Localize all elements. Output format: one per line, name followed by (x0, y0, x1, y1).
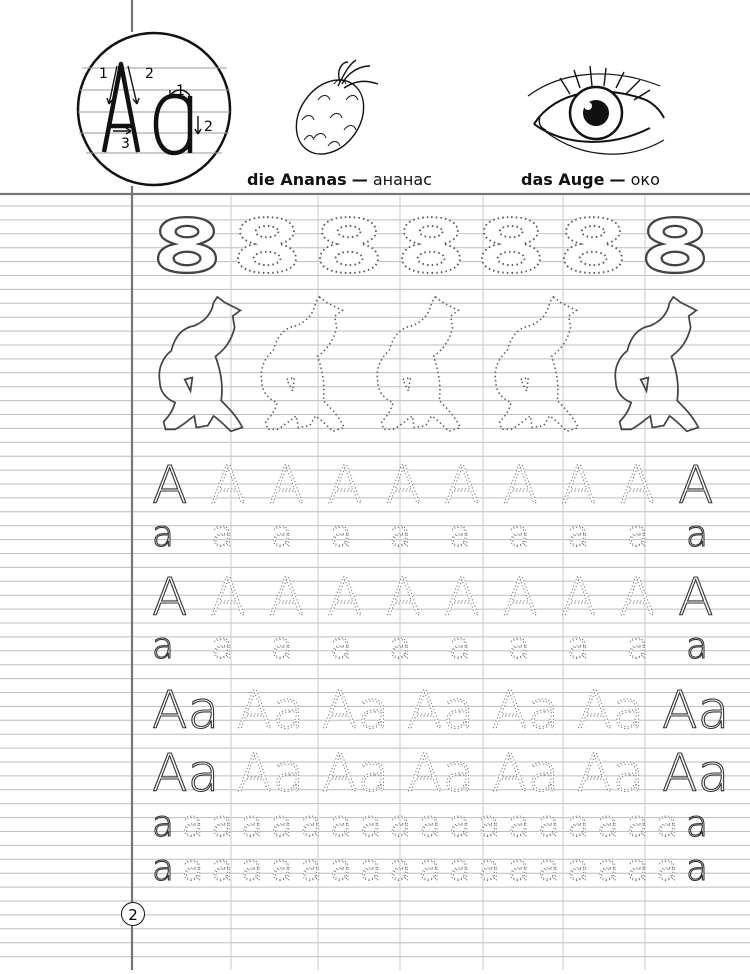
stroke-number: 1 (176, 83, 185, 99)
tracing-glyph: a (448, 626, 471, 667)
tracing-glyph: A (385, 568, 422, 628)
tracing-glyph: A (678, 456, 714, 516)
tracing-glyph: a (300, 848, 323, 889)
digit-eight (482, 217, 540, 273)
tracing-glyph: A (502, 568, 539, 628)
german-word: die Ananas (247, 170, 347, 189)
tracing-glyph: Aa (577, 744, 645, 804)
tracing-glyph: a (656, 848, 679, 889)
tracing-glyph: a (270, 848, 293, 889)
tracing-glyph: A (444, 456, 480, 516)
tracing-glyph: Aa (492, 744, 560, 804)
tracing-glyph: a (330, 848, 353, 889)
stroke-number: 3 (121, 136, 130, 152)
tracing-glyph: A (502, 456, 539, 516)
tracing-glyph: Aa (237, 681, 305, 741)
letter-card (74, 32, 234, 186)
pineapple-icon (282, 60, 378, 167)
tracing-glyph: Aa (152, 744, 220, 804)
tracing-glyph: a (389, 626, 412, 667)
tracing-glyph: A (268, 456, 305, 516)
tracing-glyph: a (567, 804, 590, 845)
letter-tracing-rows (152, 456, 729, 889)
tracing-glyph: a (537, 848, 560, 889)
tracing-glyph: a (211, 514, 234, 555)
tracing-glyph: a (152, 626, 175, 667)
stroke-number: 2 (204, 119, 213, 135)
tracing-glyph: Aa (152, 681, 220, 741)
digit-eight (646, 217, 704, 273)
tracing-glyph: A (210, 456, 246, 516)
tracing-glyph: a (626, 514, 649, 555)
tracing-glyph: A (385, 456, 422, 516)
tracing-glyph: a (567, 626, 590, 667)
page-number: 2 (121, 902, 145, 926)
tracing-glyph: Aa (322, 681, 390, 741)
tracing-glyph: A (152, 568, 188, 628)
tracing-glyph: a (359, 804, 382, 845)
german-word: das Auge (521, 170, 605, 189)
tracing-glyph: a (508, 848, 531, 889)
tracing-glyph: a (330, 804, 353, 845)
caption-dash: — (351, 170, 368, 189)
tracing-glyph: a (508, 626, 531, 667)
tracing-glyph: a (537, 804, 560, 845)
digit-eight (158, 217, 216, 273)
tracing-glyph: a (478, 804, 501, 845)
tracing-glyph: a (567, 848, 590, 889)
tracing-glyph: A (327, 568, 363, 628)
tracing-glyph: a (567, 514, 590, 555)
tracing-glyph: Aa (662, 744, 730, 804)
caption-eye (521, 170, 660, 189)
tracing-glyph: a (419, 848, 442, 889)
tracing-glyph: a (330, 626, 353, 667)
tracing-glyph: Aa (322, 744, 390, 804)
tracing-glyph: a (508, 514, 531, 555)
tracing-glyph: A (268, 568, 305, 628)
tracing-glyph: a (270, 804, 293, 845)
tracing-glyph: a (211, 848, 234, 889)
eye-icon (528, 66, 664, 154)
tracing-glyph: Aa (237, 744, 305, 804)
tracing-glyph: A (210, 568, 246, 628)
tracing-glyph: a (597, 848, 620, 889)
tracing-glyph: Aa (577, 681, 645, 741)
tracing-glyph: A (619, 568, 656, 628)
tracing-glyph: a (389, 848, 412, 889)
tracing-glyph: a (389, 804, 412, 845)
tracing-glyph: a (686, 626, 709, 667)
stroke-number: 2 (145, 66, 154, 82)
tracing-glyph: a (270, 626, 293, 667)
tracing-glyph: a (448, 804, 471, 845)
tracing-glyph: A (561, 456, 597, 516)
tracing-glyph: a (478, 848, 501, 889)
tracing-glyph: a (152, 514, 175, 555)
tracing-glyph: a (686, 848, 709, 889)
tracing-glyph: a (211, 804, 234, 845)
tracing-glyph: a (181, 804, 204, 845)
tracing-glyph: Aa (662, 681, 730, 741)
tracing-glyph: Aa (492, 681, 560, 741)
tracing-glyph: a (419, 804, 442, 845)
tracing-glyph: a (656, 804, 679, 845)
tracing-glyph: a (211, 626, 234, 667)
tracing-glyph: a (389, 514, 412, 555)
digit-eight (402, 217, 460, 273)
digit-eight (320, 217, 378, 273)
tracing-glyph: a (597, 804, 620, 845)
digit-eight (564, 217, 622, 273)
stroke-number: 1 (99, 66, 108, 82)
caption-pineapple (247, 170, 432, 189)
tracing-glyph: A (444, 568, 480, 628)
tracing-glyph: a (508, 804, 531, 845)
digit-eight (238, 217, 296, 273)
tracing-glyph: a (626, 804, 649, 845)
tracing-glyph: A (327, 456, 363, 516)
tracing-glyph: a (686, 514, 709, 555)
caption-dash: — (609, 170, 626, 189)
tracing-glyph: a (359, 848, 382, 889)
tracing-glyph: a (181, 848, 204, 889)
tracing-glyph: a (330, 514, 353, 555)
tracing-glyph: a (270, 514, 293, 555)
tracing-glyph: a (626, 626, 649, 667)
translation: ананас (372, 170, 432, 189)
tracing-glyph: a (241, 804, 264, 845)
tracing-glyph: a (152, 804, 175, 845)
tracing-glyph: Aa (407, 744, 475, 804)
tracing-glyph: a (300, 804, 323, 845)
tracing-glyph: a (241, 848, 264, 889)
tracing-glyph: a (448, 514, 471, 555)
tracing-glyph: a (626, 848, 649, 889)
tracing-glyph: A (561, 568, 597, 628)
translation: око (630, 170, 660, 189)
tracing-glyph: A (152, 456, 188, 516)
digit-tracing-row (158, 217, 704, 273)
tracing-glyph: a (686, 804, 709, 845)
tracing-glyph: a (448, 848, 471, 889)
tracing-glyph: a (152, 848, 175, 889)
tracing-glyph: A (678, 568, 714, 628)
tracing-glyph: A (619, 456, 656, 516)
tracing-glyph: Aa (407, 681, 475, 741)
